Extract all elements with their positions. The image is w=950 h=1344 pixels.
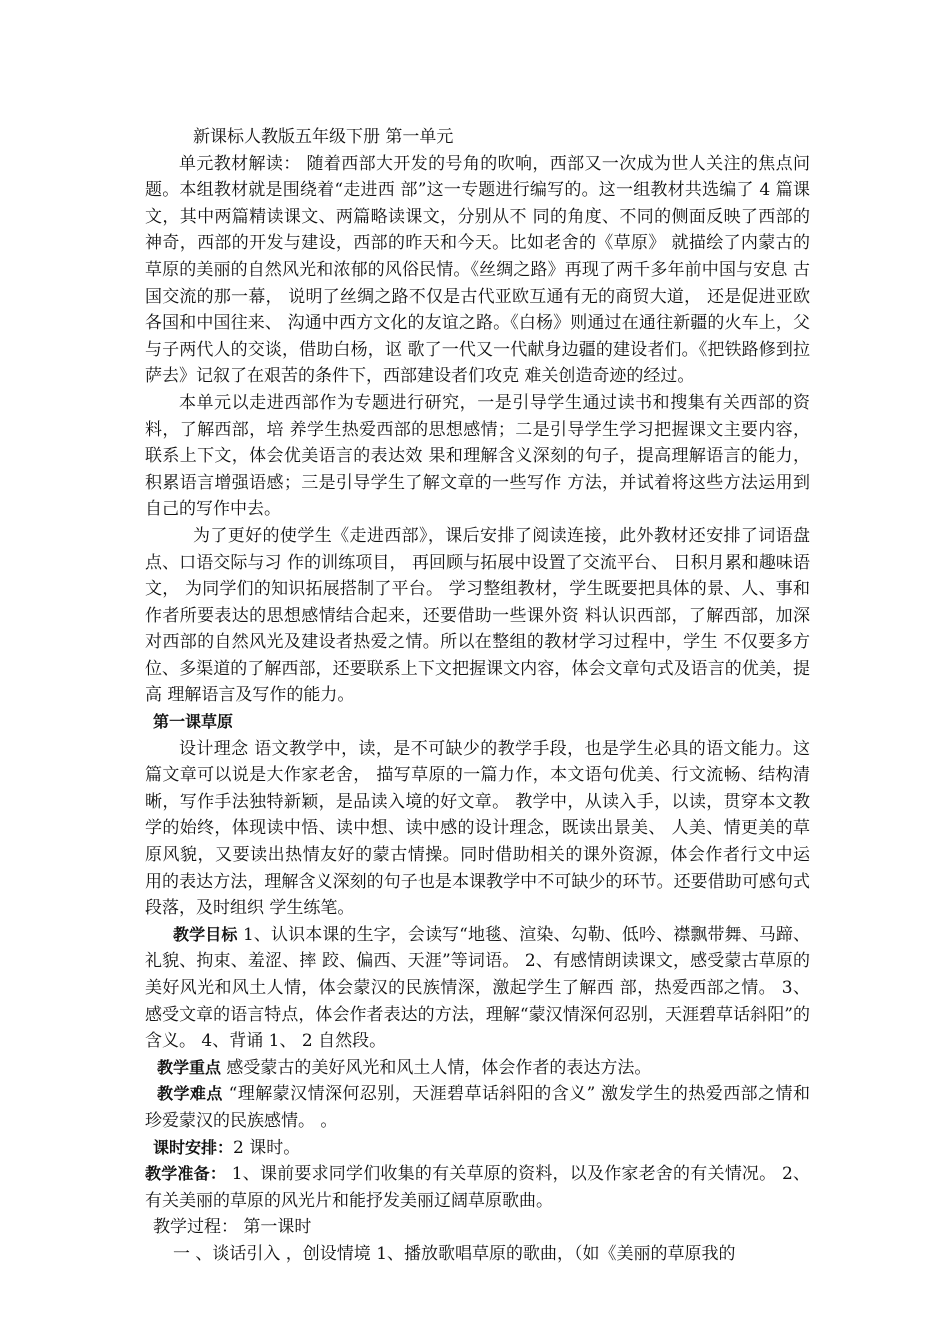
design-concept-paragraph: 设计理念 语文教学中，读，是不可缺少的教学手段，也是学生必具的语文能力。这篇文章可以说是大作家老舍， 描写草原的一篇力作，本文语句优美、行文流畅、结构清晰，写作手法独特新颖，是品读入境的好文章。 教学中，从读入手，以读，贯穿本文教学的始终，体现读中悟、读中想、读中感的设计理念，既读出景美、 人美、情更美的草原风貌，又要读出热情友好的蒙古情操。同时借助相关的课外资源，体会作者行文中运 用的表达方法，理解含义深刻的句子也是本课教学中不可缺少的环节。还要借助可感句式段落，及时组织 学生练笔。 [145,738,810,919]
unit-intro-paragraph-1 [145,151,810,390]
teaching-goals-paragraph [145,922,810,1055]
preparation-text: 1、课前要求同学们收集的有关草原的资料，以及作家老舍的有关情况。 2、有关美丽的草原的风光片和能抒发美丽辽阔草原歌曲。 [145,1164,810,1211]
difficulties-paragraph [145,1081,810,1134]
teaching-goals-label: 教学目标 [173,924,238,944]
schedule-paragraph [145,1135,810,1162]
schedule-label: 课时安排： [153,1137,234,1157]
document-body [145,124,810,1268]
unit-intro-label: 单元教材解读： [179,153,301,174]
lesson-title: 第一课草原 [153,712,234,732]
preparation-paragraph [145,1161,810,1214]
teaching-goals-text: 1、认识本课的生字，会读写“地毯、渲染、勾勒、低吟、襟飘带舞、马蹄、礼貌、拘束、羞涩、摔 跤、偏西、天涯”等词语。 2、有感情朗读课文，感受蒙古草原的美好风光和风土人情，体会蒙汉的民族情深，激起学生了解西 部，热爱西部之情。 3、感受文章的语言特点，体会作者表达的方法，理解“蒙汉情深何忍别，天涯碧草话斜阳”的含义。 4、背诵 1、 2 自然段。 [145,924,810,1052]
document-title: 新课标人教版五年级下册 第一单元 [193,127,454,147]
unit-intro-paragraph-3: 为了更好的使学生《走进西部》，课后安排了阅读连接，此外教材还安排了词语盘点、口语交际与习 作的训练项目， 再回顾与拓展中设置了交流平台、 日积月累和趣味语文， 为同学们的知识拓展搭制了平台。 学习整组教材，学生既要把具体的景、人、事和作者所要表达的思想感情结合起来，还要借助一些课外资 料认识西部，了解西部，加深对西部的自然风光及建设者热爱之情。所以在整组的教材学习过程中，学生 不仅要多方位、多渠道的了解西部，还要联系上下文把握课文内容，体会文章句式及语言的优美，提高 理解语言及写作的能力。 [145,525,810,706]
step-one-paragraph: 一 、谈话引入 ，创设情境 1、播放歌唱草原的歌曲，（如《美丽的草原我的 [173,1243,736,1264]
difficulties-text: “理解蒙汉情深何忍别，天涯碧草话斜阳的含义” 激发学生的热爱西部之情和珍爱蒙汉的民族感情。 。 [145,1084,810,1131]
unit-intro-text: 随着西部大开发的号角的吹响，西部又一次成为世人关注的焦点问题。本组教材就是围绕着“走进西 部”这一专题进行编写的。这一组教材共选编了 4 篇课文，其中两篇精读课文、两篇略读课文，分别从不 同的角度、不同的侧面反映了西部的神奇，西部的开发与建设，西部的昨天和今天。比如老舍的《草原》 就描绘了内蒙古的草原的美丽的自然风光和浓郁的风俗民情。《丝绸之路》再现了两千多年前中国与安息 古国交流的那一幕， 说明了丝绸之路不仅是古代亚欧互通有无的商贸大道， 还是促进亚欧各国和中国往来、 沟通中西方文化的友谊之路。《白杨》则通过在通往新疆的火车上，父与子两代人的交谈，借助白杨，讴 歌了一代又一代献身边疆的建设者们。《把铁路修到拉萨去》记叙了在艰苦的条件下，西部建设者们攻克 难关创造奇迹的经过。 [145,153,811,387]
key-points-text: 感受蒙古的美好风光和风土人情，体会作者的表达方法。 [221,1057,652,1078]
process-heading: 教学过程： 第一课时 [153,1217,312,1238]
unit-intro-paragraph-2: 本单元以走进西部作为专题进行研究，一是引导学生通过读书和搜集有关西部的资料，了解西部，培 养学生热爱西部的思想感情；二是引导学生学习把握课文主要内容，联系上下文，体会优美语言的表达效 果和理解含义深刻的句子，提高理解语言的能力，积累语言增强语感；三是引导学生了解文章的一些写作 方法，并试着将这些方法运用到自己的写作中去。 [145,392,810,520]
difficulties-label: 教学难点 [157,1084,223,1104]
key-points-label: 教学重点 [157,1057,222,1077]
key-points-paragraph [145,1055,810,1082]
preparation-label: 教学准备： [145,1164,227,1184]
schedule-text: 2 课时。 [233,1137,301,1158]
